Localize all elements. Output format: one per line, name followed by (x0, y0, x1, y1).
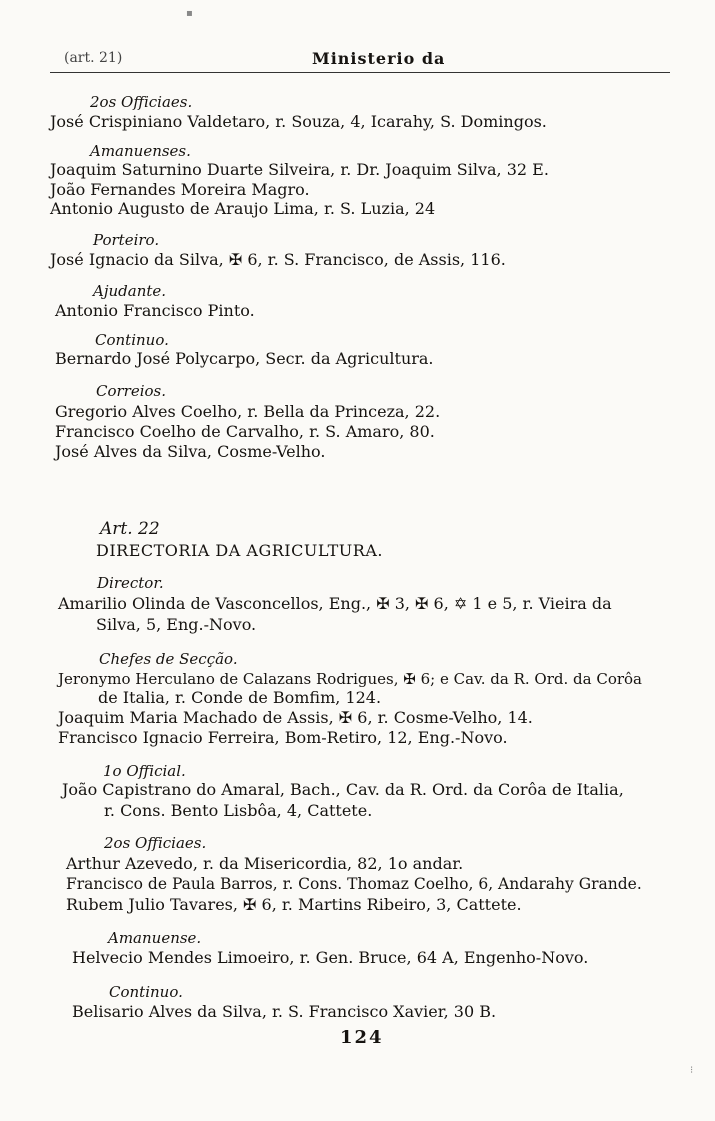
entry-line: Antonio Augusto de Araujo Lima, r. S. Luzia, 24 (50, 199, 436, 218)
entry-line-continued: r. Cons. Bento Lisbôa, 4, Cattete. (104, 801, 373, 820)
section-heading: 1o Official. (103, 762, 186, 780)
section-heading: Continuo. (95, 331, 169, 349)
entry-line-continued: de Italia, r. Conde de Bomfim, 124. (98, 688, 382, 707)
section-heading: 2os Officiaes. (90, 93, 193, 111)
article-title-text: Art. 22 (100, 519, 160, 539)
entry-line: José Ignacio da Silva, ✠ 6, r. S. Francisco, de Assis, 116. (50, 250, 506, 269)
section-heading: 2os Officiaes. (104, 834, 207, 852)
entry-line: José Alves da Silva, Cosme-Velho. (55, 442, 326, 461)
page-header (50, 50, 670, 73)
scan-speck: ▪ (186, 8, 193, 19)
entry-line: Arthur Azevedo, r. da Misericordia, 82, 1o andar. (66, 854, 464, 873)
header-title: Ministerio da (312, 49, 446, 68)
section-heading: Ajudante. (93, 282, 167, 300)
entry-line: Belisario Alves da Silva, r. S. Francisco Xavier, 30 B. (72, 1002, 497, 1021)
entry-line: Francisco Ignacio Ferreira, Bom-Retiro, 12, Eng.-Novo. (58, 728, 508, 747)
article-subtitle: DIRECTORIA DA AGRICULTURA. (96, 541, 383, 560)
entry-line: Bernardo José Polycarpo, Secr. da Agricultura. (55, 349, 434, 368)
section-heading: Amanuense. (108, 929, 202, 947)
entry-line: Antonio Francisco Pinto. (55, 301, 255, 320)
scan-speck: ⁝ (690, 1065, 694, 1076)
section-heading: Director. (97, 574, 164, 592)
entry-line: Francisco Coelho de Carvalho, r. S. Amaro, 80. (55, 422, 435, 441)
entry-line: Joaquim Saturnino Duarte Silveira, r. Dr. Joaquim Silva, 32 E. (50, 160, 549, 179)
entry-line: Gregorio Alves Coelho, r. Bella da Princeza, 22. (55, 402, 441, 421)
page-number: 124 (340, 1027, 384, 1048)
entry-line: Rubem Julio Tavares, ✠ 6, r. Martins Ribeiro, 3, Cattete. (66, 895, 522, 914)
section-heading: Porteiro. (93, 231, 160, 249)
entry-line: Francisco de Paula Barros, r. Cons. Thomaz Coelho, 6, Andarahy Grande. (66, 875, 642, 893)
section-heading: Continuo. (109, 983, 183, 1001)
article-title (100, 520, 160, 538)
section-heading: Correios. (96, 382, 167, 400)
entry-line: Amarilio Olinda de Vasconcellos, Eng., ✠ 3, ✠ 6, ✡ 1 e 5, r. Vieira da (58, 594, 612, 613)
section-heading: Chefes de Secção. (99, 650, 238, 668)
entry-line: João Capistrano do Amaral, Bach., Cav. da R. Ord. da Corôa de Italia, (62, 780, 624, 799)
section-heading: Amanuenses. (90, 142, 191, 160)
entry-line: Joaquim Maria Machado de Assis, ✠ 6, r. Cosme-Velho, 14. (58, 708, 533, 727)
entry-line: José Crispiniano Valdetaro, r. Souza, 4, Icarahy, S. Domingos. (50, 112, 547, 131)
entry-line: Jeronymo Herculano de Calazans Rodrigues, ✠ 6; e Cav. da R. Ord. da Corôa (58, 670, 642, 688)
entry-line: Helvecio Mendes Limoeiro, r. Gen. Bruce, 64 A, Engenho-Novo. (72, 948, 589, 967)
entry-line-continued: Silva, 5, Eng.-Novo. (96, 615, 257, 634)
entry-line: João Fernandes Moreira Magro. (50, 180, 310, 199)
header-article-ref: (art. 21) (64, 50, 123, 66)
